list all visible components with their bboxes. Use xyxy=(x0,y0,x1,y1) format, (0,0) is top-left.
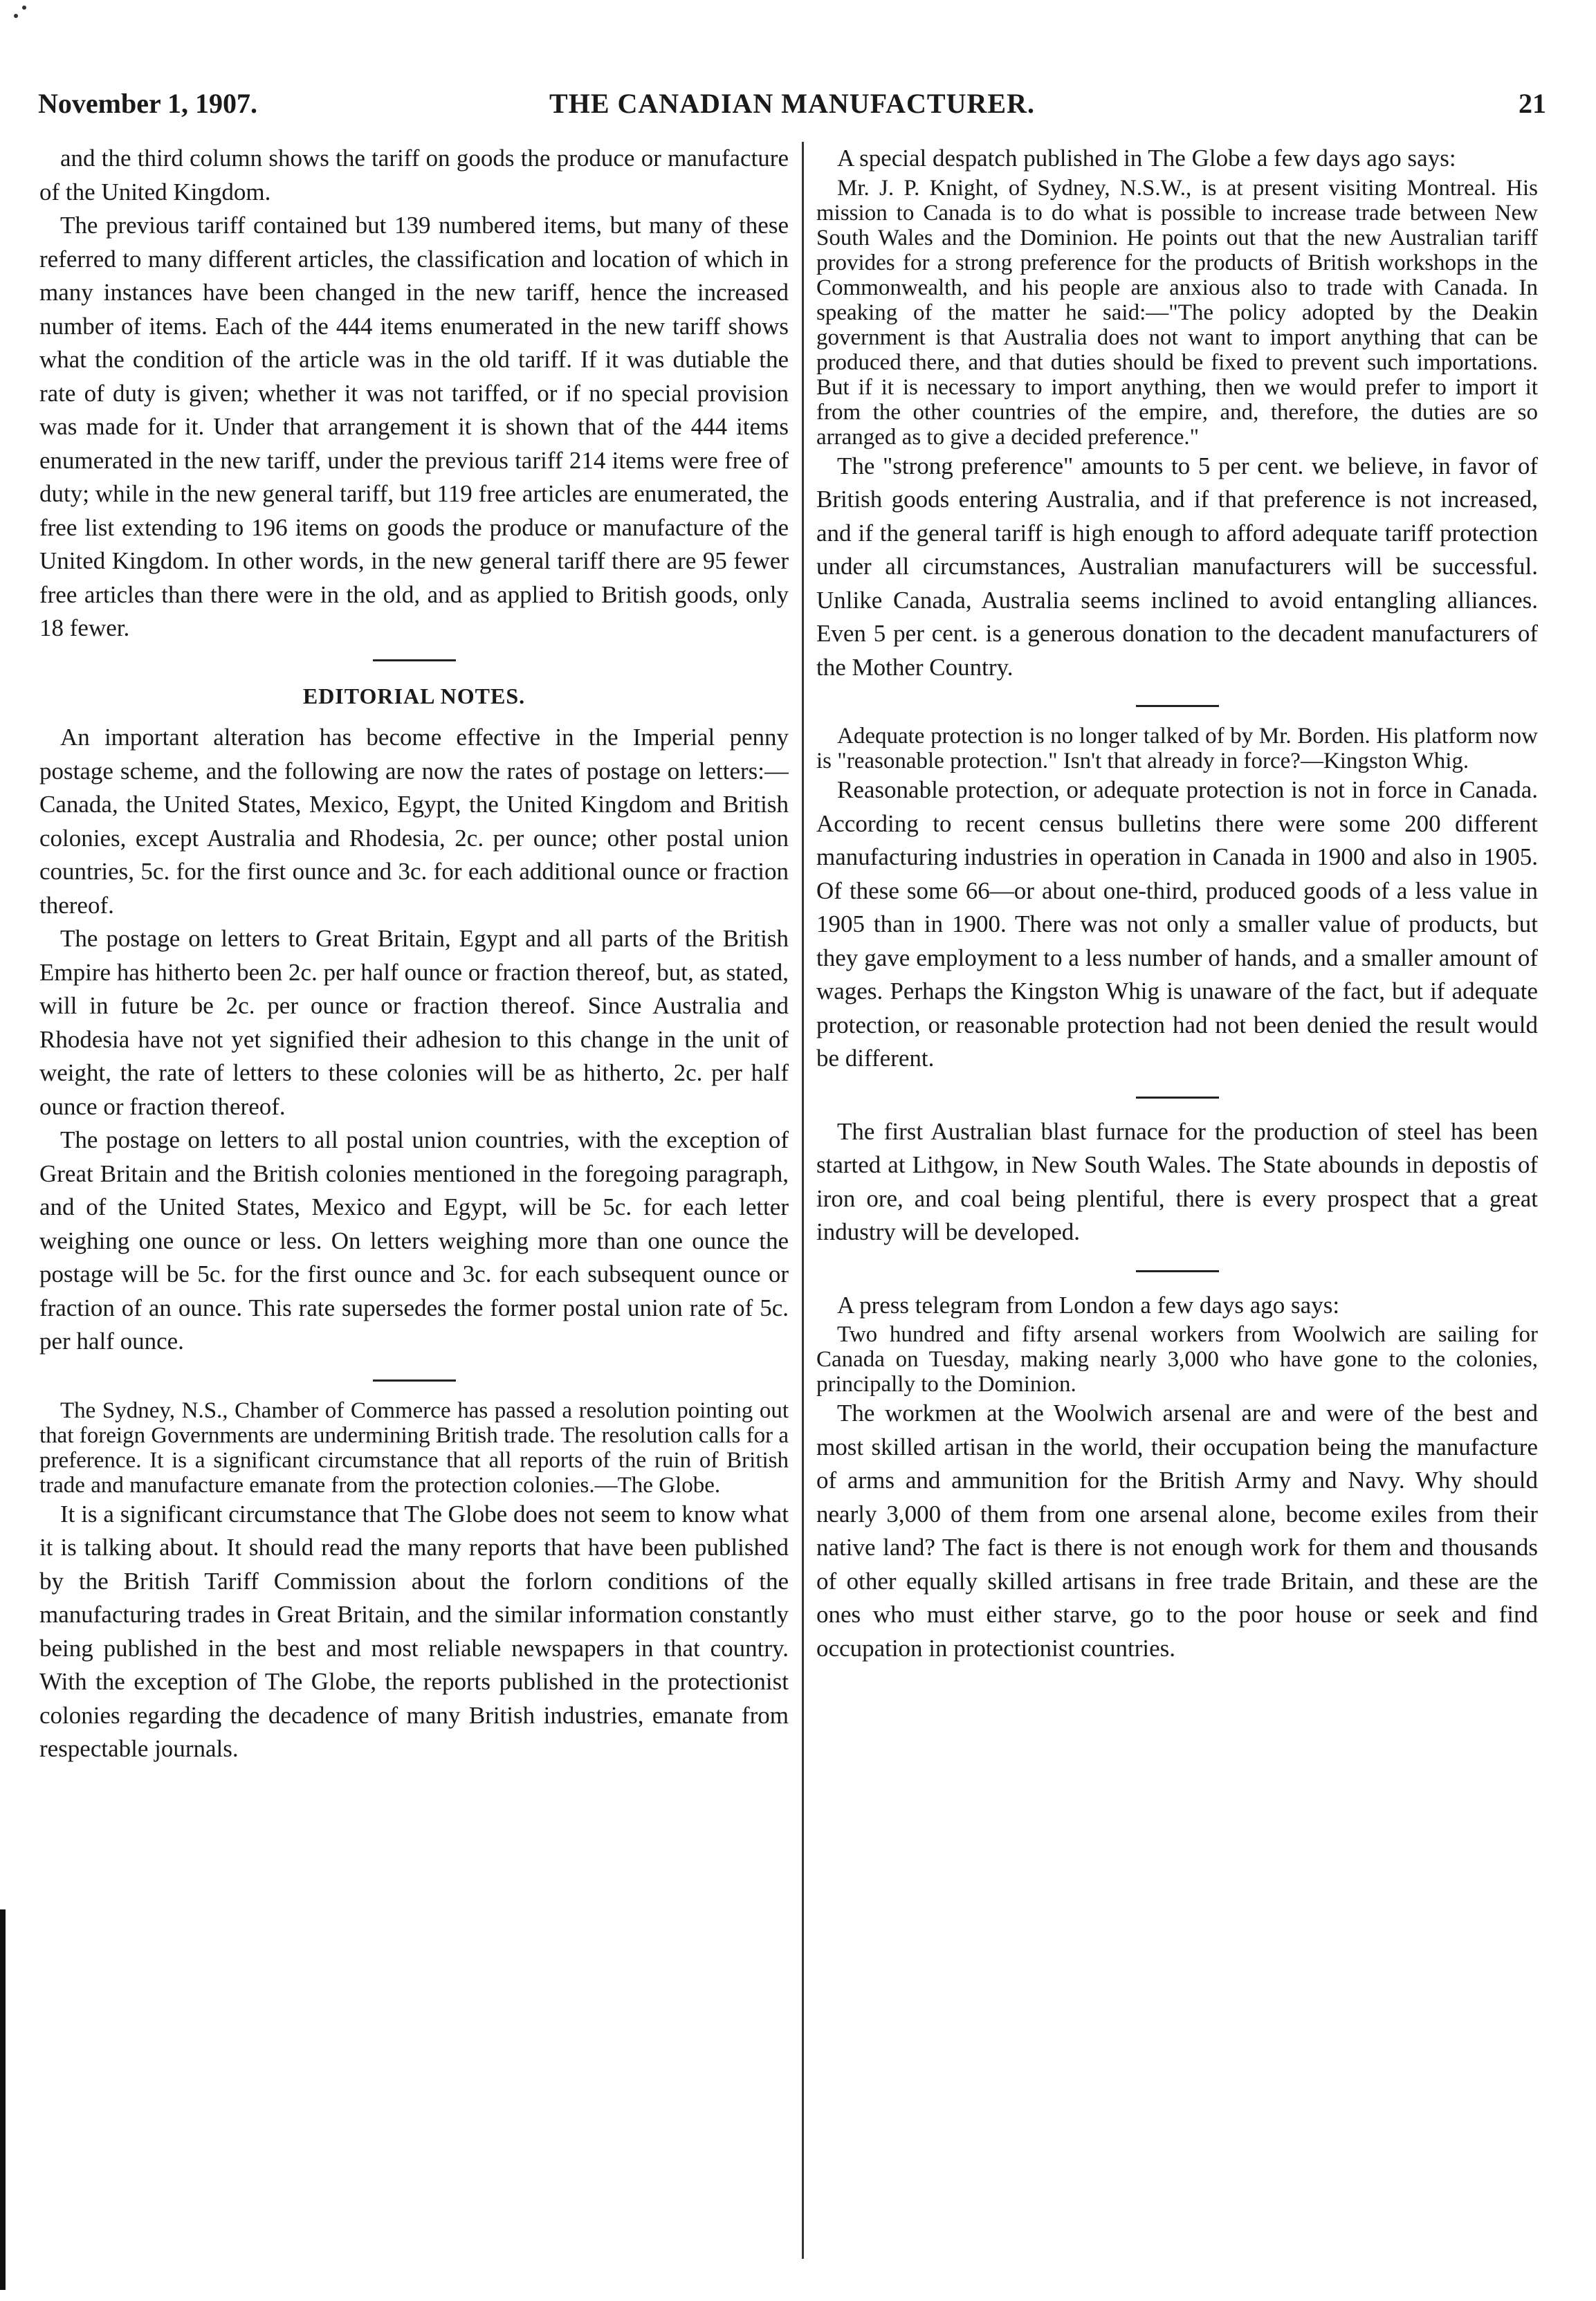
paragraph: An important alteration has become effective in the Imperial penny postage scheme, and the following are now the rates of postage on letters:—Canada, the United States, Mexico, Egypt, the United Kingdom and British colonies, except Australia and Rhodesia, 2c. per ounce; other postal union countries, 5c. for the first ounce and 3c. for each additional ounce or fraction thereof. xyxy=(39,724,789,919)
quoted-paragraph: Mr. J. P. Knight, of Sydney, N.S.W., is at present visiting Montreal. His mission to Canada is to do what is possible to increase trade between New South Wales and the Dominion. He points out that the new Australian tariff provides for a strong preference for the products of British workshops in the Commonwealth, and his people are anxious also to trade with Canada. In speaking of the matter he said:—"The policy adopted by the Deakin government is that Australia does not want to import anything that can be produced there, and that duties should be fixed to prevent such importations. But if it is necessary to import anything, then we would prefer to import it from the other countries of the empire, and, therefore, the duties are so arranged as to give a decided preference." xyxy=(816,175,1538,450)
page-number: 21 xyxy=(1519,88,1546,119)
paragraph: The workmen at the Woolwich arsenal are and were of the best and most skilled artisan in the world, their occupation being the manufacture of arms and ammunition for the British Army and Navy. Why should nearly 3,000 of them from one arsenal alone, become exiles from their native land? The fact is there is not enough work for them and thousands of other equally skilled artisans in free trade Britain, and these are the ones who must either starve, go to the poor house or seek and find occupation in protectionist countries. xyxy=(816,1400,1538,1662)
quoted-paragraph: Two hundred and fifty arsenal workers from Woolwich are sailing for Canada on Tuesday, making nearly 3,000 who have gone to the colonies, principally to the Dominion. xyxy=(816,1322,1538,1397)
paragraph: It is a significant circumstance that The Globe does not seem to know what it is talking about. It should read the many reports that have been published by the British Tariff Commission about the forlorn conditions of the manufacturing trades in Great Britain, and the similar information constantly being published in the best and most reliable newspapers in that country. With the exception of The Globe, the reports published in the protectionist colonies regarding the decadence of many British industries, emanate from respectable journals. xyxy=(39,1500,789,1762)
paragraph: and the third column shows the tariff on goods the produce or manufacture of the United Kingdom. xyxy=(39,145,789,205)
column-divider xyxy=(802,142,804,2259)
section-heading: EDITORIAL NOTES. xyxy=(302,683,526,708)
paragraph: The first Australian blast furnace for the production of steel has been started at Lithgow, in New South Wales. The State abounds in depostis of iron ore, and coal being plentiful, there is every prospect that a great industry will be developed. xyxy=(816,1117,1538,1245)
section-rule xyxy=(1136,1270,1219,1272)
right-column xyxy=(816,142,1538,2259)
quoted-paragraph: Adequate protection is no longer talked of by Mr. Borden. His platform now is "reasonable protection." Isn't that already in force?—Kingston Whig. xyxy=(816,724,1538,773)
section-rule xyxy=(373,1379,456,1382)
paragraph: A press telegram from London a few days ago says: xyxy=(837,1291,1340,1319)
left-column xyxy=(39,142,789,2259)
section-rule xyxy=(1136,1097,1219,1099)
speck xyxy=(14,14,18,18)
publication-title: THE CANADIAN MANUFACTURER. xyxy=(549,88,1035,119)
binding-edge xyxy=(0,1909,6,2290)
quoted-paragraph: The Sydney, N.S., Chamber of Commerce has passed a resolution pointing out that foreign Governments are undermining British trade. The resolution calls for a preference. It is a significant circumstance that all reports of the ruin of British trade and manufacture emanate from the protection colonies.—The Globe. xyxy=(39,1397,789,1498)
page-header xyxy=(38,87,1546,129)
issue-date: November 1, 1907. xyxy=(38,88,257,119)
speck xyxy=(22,6,26,10)
section-rule xyxy=(373,659,456,661)
paragraph: Reasonable protection, or adequate protection is not in force in Canada. According to recent census bulletins there were some 200 different manufacturing industries in operation in Canada in 1900 and also in 1905. Of these some 66—or about one-third, produced goods of a less value in 1905 than in 1900. There was not only a smaller value of products, but they gave employment to a less number of hands, and a smaller amount of wages. Perhaps the Kingston Whig is unaware of the fact, but if adequate protection, or reasonable protection had not been denied the result would be different. xyxy=(816,776,1538,1072)
paragraph: The previous tariff contained but 139 numbered items, but many of these referred to many different articles, the classification and location of which in many instances have been changed in the new tariff, hence the increased number of items. Each of the 444 items enumerated in the new tariff shows what the condition of the article was in the old tariff. If it was dutiable the rate of duty is given; whether it was not tariffed, or if no special provision was made for it. Under that arrangement it is shown that of the 444 items enumerated in the new tariff, under the previous tariff 214 items were free of duty; while in the new general tariff, but 119 free articles are enumerated, the free list extending to 196 items on goods the produce or manufacture of the United Kingdom. In other words, in the new general tariff there are 95 fewer free articles than there were in the old, and as applied to British goods, only 18 fewer. xyxy=(39,212,789,641)
paragraph: The postage on letters to Great Britain, Egypt and all parts of the British Empire has hitherto been 2c. per half ounce or fraction thereof, but, as stated, will in future be 2c. per ounce or fraction thereof. Since Australia and Rhodesia have not yet signified their adhesion to this change in the unit of weight, the rate of letters to these colonies will be as hitherto, 2c. per half ounce or fraction thereof. xyxy=(39,925,789,1120)
paragraph: A special despatch published in The Globe a few days ago says: xyxy=(837,145,1456,172)
paragraph: The postage on letters to all postal union countries, with the exception of Great Britain and the British colonies mentioned in the foregoing paragraph, and of the United States, Mexico and Egypt, will be 5c. for each letter weighing one ounce or less. On letters weighing more than one ounce the postage will be 5c. for the first ounce and 3c. for each subsequent ounce or fraction of an ounce. This rate supersedes the former postal union rate of 5c. per half ounce. xyxy=(39,1126,789,1355)
section-rule xyxy=(1136,705,1219,707)
paragraph: The "strong preference" amounts to 5 per cent. we believe, in favor of British goods entering Australia, and if that preference is not increased, and if the general tariff is high enough to afford adequate tariff protection under all circumstances, Australian manufacturers will be successful. Unlike Canada, Australia seems inclined to avoid entangling alliances. Even 5 per cent. is a generous donation to the decadent manufacturers of the Mother Country. xyxy=(816,452,1538,681)
